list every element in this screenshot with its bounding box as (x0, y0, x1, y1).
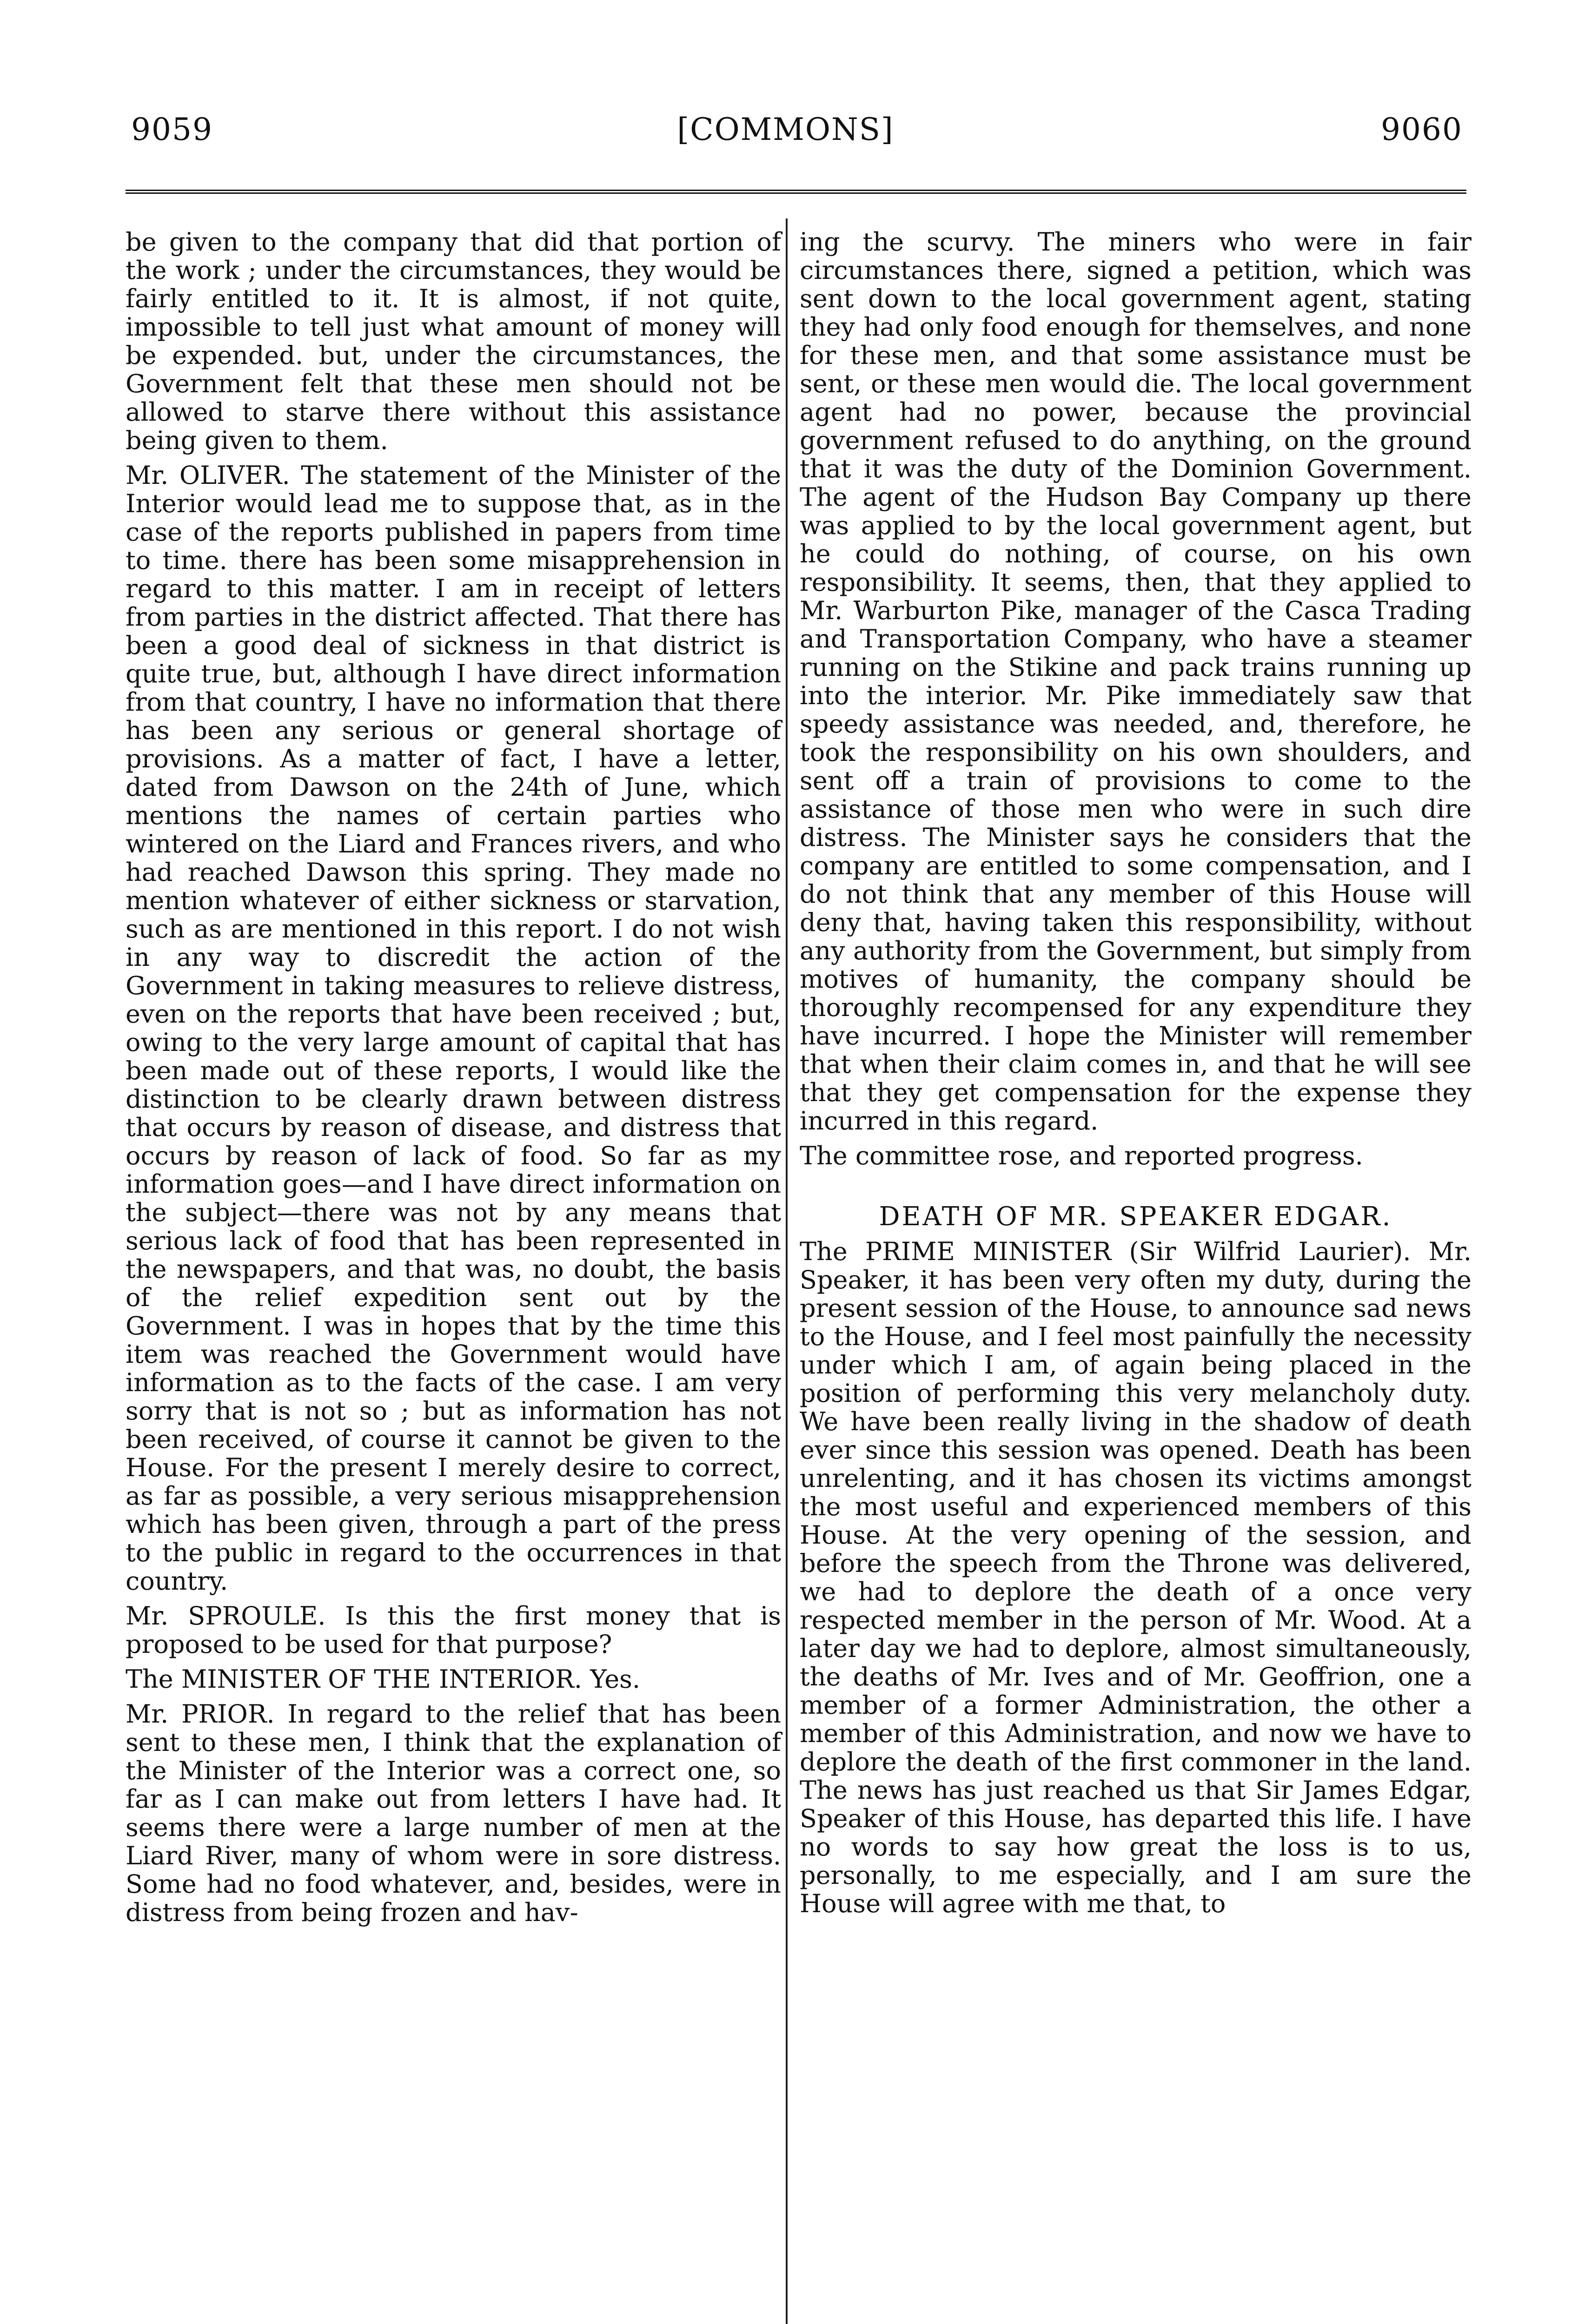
left-column (126, 228, 781, 1927)
paragraph: Mr. SPROULE. Is this the first money that is proposed to be used for that purpose? (126, 1601, 781, 1659)
page-number-left: 9059 (131, 112, 213, 147)
paragraph: ing the scurvy. The miners who were in fair circumstances there, signed a petition, which was sent down to the local government agent, stating they had only food enough for themselves, and none for these men, and that some assistance must be sent, or these men would die. The local government agent had no power, because the provincial government refused to do anything, on the ground that it was the duty of the Dominion Government. The agent of the Hudson Bay Company up there was applied to by the local government agent, but he could do nothing, of course, on his own responsibility. It seems, then, that they applied to Mr. Warburton Pike, manager of the Casca Trading and Transportation Company, who have a steamer running on the Stikine and pack trains running up into the interior. Mr. Pike immediately saw that speedy assistance was needed, and, therefore, he took the responsibility on his own shoulders, and sent off a train of provisions to come to the assistance of those men who were in such dire distress. The Minister says he considers that the company are entitled to some compensation, and I do not think that any member of this House will deny that, having taken this responsibility, without any authority from the Government, but simply from motives of humanity, the company should be thoroughly recompensed for any expenditure they have incurred. I hope the Minister will remember that when their claim comes in, and that he will see that they get compensation for the expense they incurred in this regard. (800, 227, 1472, 1136)
paragraph: The committee rose, and reported progress. (800, 1141, 1363, 1170)
paragraph: be given to the company that did that portion of the work ; under the circumstances, they would be fairly entitled to it. It is almost, if not quite, impossible to tell just what amount of money will be expended. but, under the circumstances, the Government felt that these men should not be allowed to starve there without this assistance being given to them. (126, 227, 781, 455)
page-header (0, 107, 1571, 158)
paragraph: The MINISTER OF THE INTERIOR. Yes. (126, 1664, 641, 1694)
header-rule (126, 190, 1466, 194)
right-column (800, 228, 1472, 1918)
section-heading: DEATH OF MR. SPEAKER EDGAR. (879, 1202, 1392, 1232)
page-title: [COMMONS] (677, 112, 894, 147)
paragraph: Mr. PRIOR. In regard to the relief that has been sent to these men, I think that the explanation of the Minister of the Interior was a correct one, so far as I can make out from letters I have had. It seems there were a large number of men at the Liard River, many of whom were in sore distress. Some had no food whatever, and, besides, were in distress from being frozen and hav- (126, 1699, 781, 1927)
paragraph: Mr. OLIVER. The statement of the Minister of the Interior would lead me to suppose that, as in the case of the reports published in papers from time to time. there has been some misapprehension in regard to this matter. I am in receipt of letters from parties in the district affected. That there has been a good deal of sickness in that district is quite true, but, although I have direct information from that country, I have no information that there has been any serious or general shortage of provisions. As a matter of fact, I have a letter, dated from Dawson on the 24th of June, which mentions the names of certain parties who wintered on the Liard and Frances rivers, and who had reached Dawson this spring. They made no mention whatever of either sickness or starvation, such as are mentioned in this report. I do not wish in any way to discredit the action of the Government in taking measures to relieve distress, even on the reports that have been received ; but, owing to the very large amount of capital that has been made out of these reports, I would like the distinction to be clearly drawn between distress that occurs by reason of disease, and distress that occurs by reason of lack of food. So far as my information goes—and I have direct information on the subject—there was not by any means that serious lack of food that has been represented in the newspapers, and that was, no doubt, the basis of the relief expedition sent out by the Government. I was in hopes that by the time this item was reached the Government would have information as to the facts of the case. I am very sorry that is not so ; but as information has not been received, of course it cannot be given to the House. For the present I merely desire to correct, as far as possible, a very serious misapprehension which has been given, through a part of the press to the public in regard to the occurrences in that country. (126, 461, 781, 1596)
column-divider (786, 218, 788, 2324)
page-number-right: 9060 (1381, 112, 1463, 147)
paragraph: The PRIME MINISTER (Sir Wilfrid Laurier). Mr. Speaker, it has been very often my duty, during the present session of the House, to announce sad news to the House, and I feel most painfully the necessity under which I am, of again being placed in the position of performing this very melancholy duty. We have been really living in the shadow of death ever since this session was opened. Death has been unrelenting, and it has chosen its victims amongst the most useful and experienced members of this House. At the very opening of the session, and before the speech from the Throne was delivered, we had to deplore the death of a once very respected member in the person of Mr. Wood. At a later day we had to deplore, almost simultaneously, the deaths of Mr. Ives and of Mr. Geoffrion, one a member of a former Administration, the other a member of this Administration, and now we have to deplore the death of the first commoner in the land. The news has just reached us that Sir James Edgar, Speaker of this House, has departed this life. I have no words to say how great the loss is to us, personally, to me especially, and I am sure the House will agree with me that, to (800, 1237, 1472, 1918)
